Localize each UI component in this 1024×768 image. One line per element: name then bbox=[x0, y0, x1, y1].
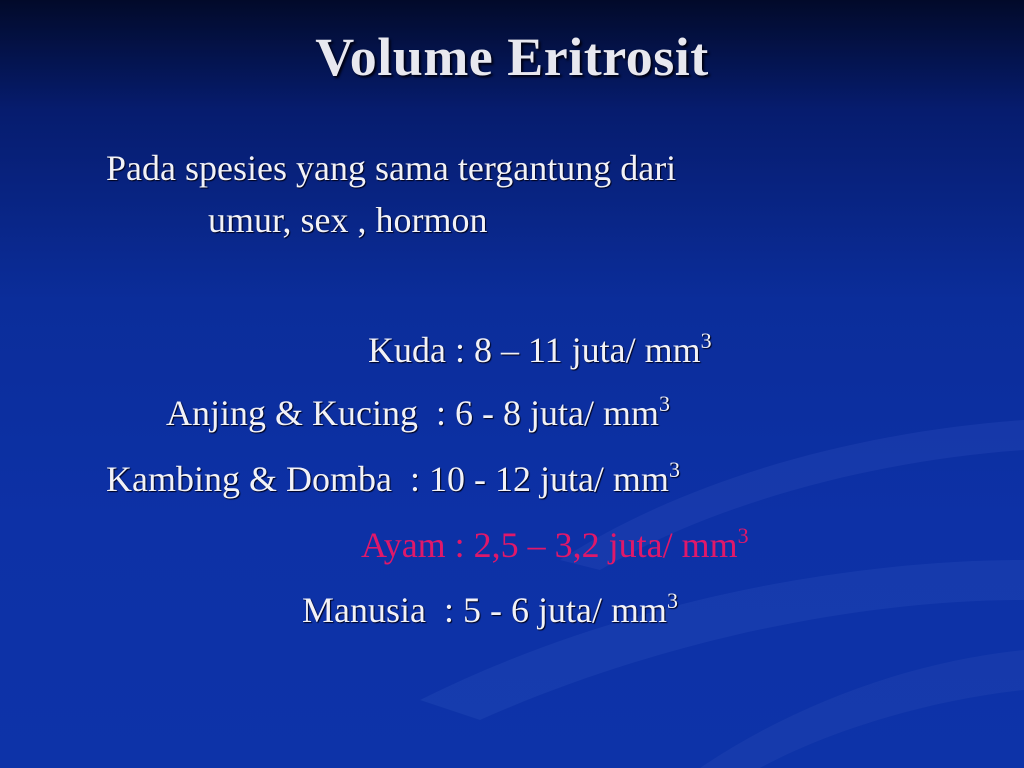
rate-manusia bbox=[302, 590, 678, 630]
rate-label: Manusia : 5 - 6 juta/ mm bbox=[302, 590, 667, 630]
rate-anjing-kucing bbox=[166, 393, 670, 433]
intro-paragraph bbox=[106, 142, 826, 246]
rate-exponent: 3 bbox=[700, 328, 712, 353]
rate-label: Kambing & Domba : 10 - 12 juta/ mm bbox=[106, 459, 669, 499]
rate-kuda bbox=[368, 330, 712, 370]
rate-kambing-domba bbox=[106, 459, 680, 499]
rate-exponent: 3 bbox=[737, 523, 749, 548]
rate-exponent: 3 bbox=[668, 457, 680, 482]
slide-title: Volume Eritrosit bbox=[315, 27, 709, 87]
rate-label: Kuda : 8 – 11 juta/ mm bbox=[368, 330, 701, 370]
rate-exponent: 3 bbox=[666, 588, 678, 613]
intro-line-1: Pada spesies yang sama tergantung dari bbox=[106, 148, 677, 188]
rate-label: Ayam : 2,5 – 3,2 juta/ mm bbox=[361, 525, 738, 565]
rate-label: Anjing & Kucing : 6 - 8 juta/ mm bbox=[166, 393, 659, 433]
intro-line-2: umur, sex , hormon bbox=[208, 200, 488, 240]
rate-ayam bbox=[361, 525, 749, 565]
rate-exponent: 3 bbox=[658, 391, 670, 416]
